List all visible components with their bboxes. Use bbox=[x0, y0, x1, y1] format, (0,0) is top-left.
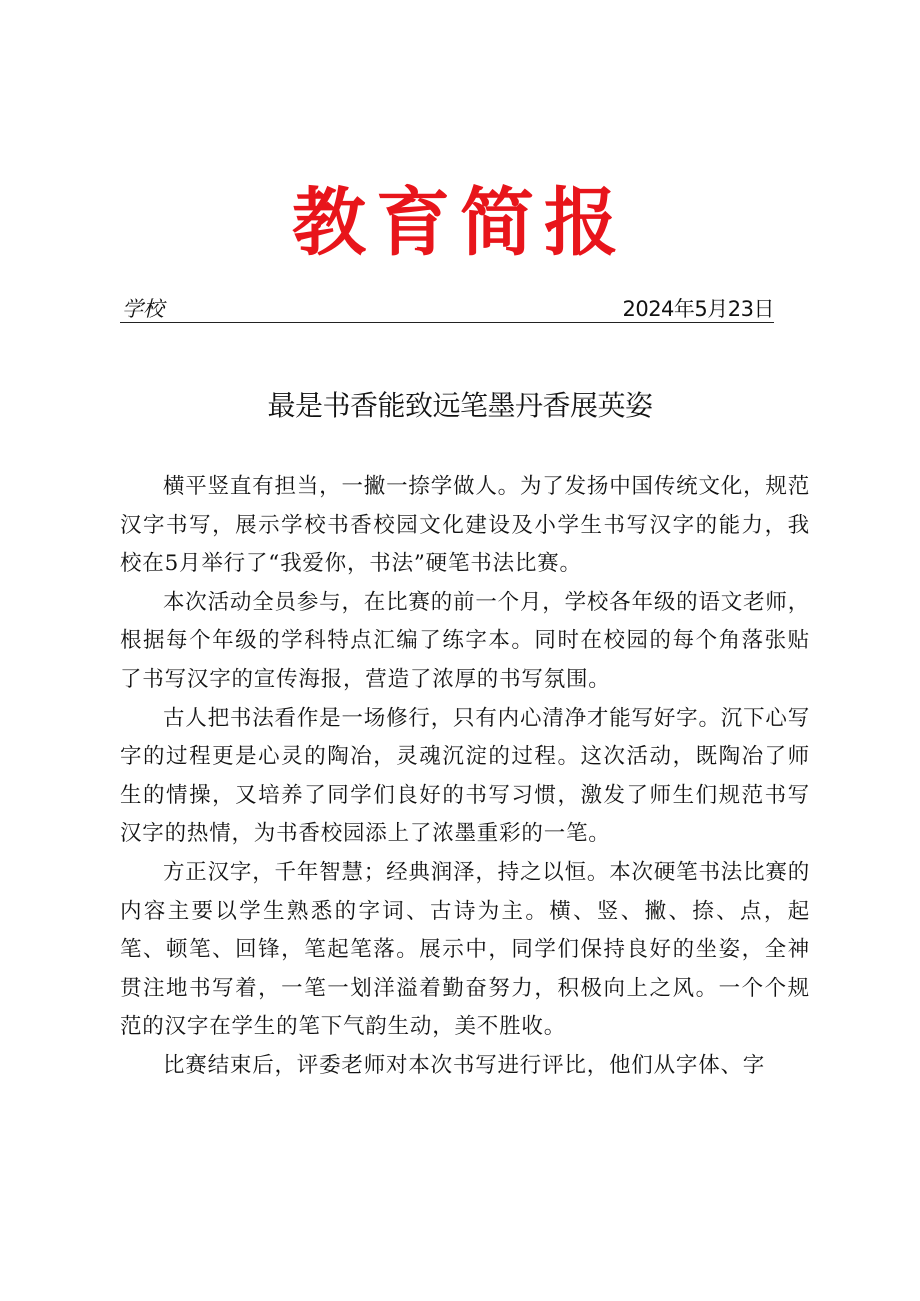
paragraph: 横平竖直有担当，一撇一捺学做人。为了发扬中国传统文化，规范汉字书写，展示学校书香校园文化建设及小学生书写汉字的能力，我校在5月举行了“我爱你，书法”硬笔书法比赛。 bbox=[120, 474, 810, 577]
school-label: 学校 bbox=[122, 297, 164, 321]
article-title: 最是书香能致远笔墨丹香展英姿 bbox=[267, 389, 653, 422]
paragraph: 本次活动全员参与，在比赛的前一个月，学校各年级的语文老师，根据每个年级的学科特点汇编了练字本。同时在校园的每个角落张贴了书写汉字的宣传海报，营造了浓厚的书写氛围。 bbox=[120, 589, 810, 692]
paragraph: 古人把书法看作是一场修行，只有内心清净才能写好字。沉下心写字的过程更是心灵的陶冶，灵魂沉淀的过程。这次活动，既陶冶了师生的情操，又培养了同学们良好的书写习惯，激发了师生们规范书写汉字的热情，为书香校园添上了浓墨重彩的一笔。 bbox=[120, 705, 810, 847]
paragraph: 比赛结束后，评委老师对本次书写进行评比，他们从字体、字 bbox=[163, 1052, 766, 1078]
paragraph: 方正汉字，千年智慧；经典润泽，持之以恒。本次硬笔书法比赛的内容主要以学生熟悉的字词、古诗为主。横、竖、撇、捺、点，起笔、顿笔、回锋，笔起笔落。展示中，同学们保持良好的坐姿，全神贯注地书写着，一笔一划洋溢着勤奋努力，积极向上之风。一个个规范的汉字在学生的笔下气韵生动，美不胜收。 bbox=[120, 859, 810, 1040]
meta-row bbox=[120, 296, 774, 323]
issue-date: 2024年5月23日 bbox=[622, 297, 774, 321]
article-body bbox=[120, 468, 810, 1086]
masthead-title: 教育简报 bbox=[292, 180, 628, 266]
